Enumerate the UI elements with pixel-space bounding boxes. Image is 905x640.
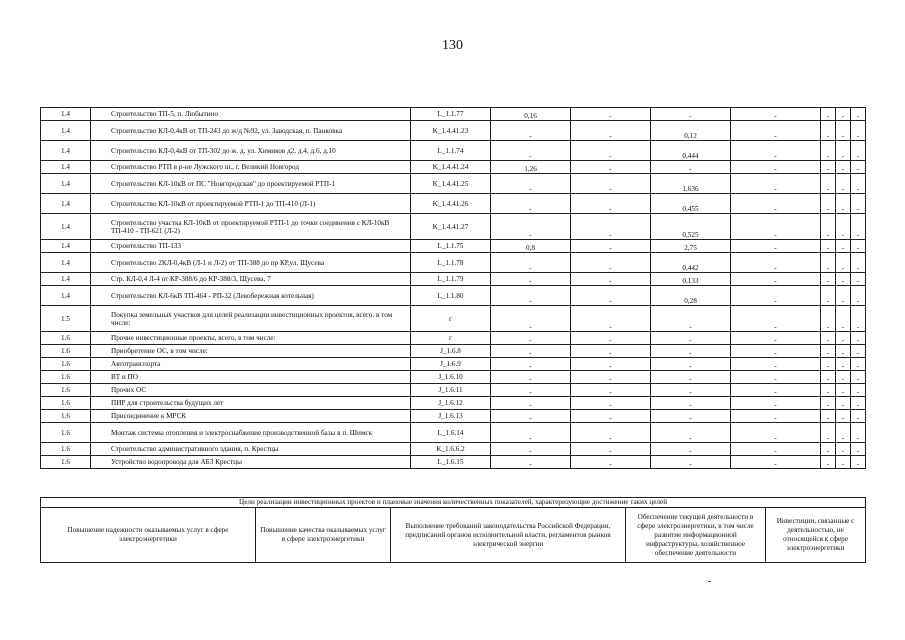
value-cell: -	[836, 384, 851, 397]
value-cell: -	[571, 121, 651, 141]
value-cell: -	[651, 423, 731, 443]
goals-header: Цели реализации инвестиционных проектов и плановые значения количественных показателей, характеризующие достижение таких целей	[41, 498, 866, 508]
project-code: L_1.6.14	[411, 423, 491, 443]
value-cell: -	[651, 108, 731, 121]
value-cell: -	[821, 108, 836, 121]
value-cell: -	[851, 332, 866, 345]
table-row	[41, 423, 866, 443]
project-name: Строительство ТП-133	[91, 240, 411, 253]
value-cell: -	[571, 397, 651, 410]
value-cell: -	[821, 443, 836, 456]
value-cell: -	[731, 443, 821, 456]
project-code: K_1.4.41.26	[411, 194, 491, 214]
table-row	[41, 174, 866, 194]
value-cell: -	[851, 214, 866, 240]
value-cell: -	[836, 108, 851, 121]
value-cell: -	[651, 410, 731, 423]
value-cell: -	[571, 194, 651, 214]
value-cell: -	[731, 410, 821, 423]
value-cell: -	[836, 306, 851, 332]
value-cell: 0,442	[651, 253, 731, 273]
row-number: 1.6	[41, 345, 91, 358]
value-cell: -	[821, 306, 836, 332]
project-name: Строительство КЛ-10кВ от проектируемой РТП-1 до ТП-410 (Л-1)	[91, 194, 411, 214]
project-code: J_1.6.8	[411, 345, 491, 358]
value-cell: -	[491, 253, 571, 273]
value-cell: -	[821, 161, 836, 174]
table-row	[41, 332, 866, 345]
project-code: J_1.6.10	[411, 371, 491, 384]
value-cell: -	[851, 194, 866, 214]
table-row	[41, 141, 866, 161]
goal-current-activity: Обеспечение текущей деятельности в сфере электроэнергетики, в том числе развитие информационной инфраструктуры, хозяйственное обеспечение деятельности	[626, 508, 766, 563]
value-cell: -	[821, 358, 836, 371]
value-cell: -	[491, 443, 571, 456]
value-cell: -	[851, 273, 866, 286]
row-number: 1.4	[41, 121, 91, 141]
value-cell: 0,444	[651, 141, 731, 161]
value-cell: -	[571, 161, 651, 174]
value-cell: -	[821, 384, 836, 397]
row-number: 1.6	[41, 397, 91, 410]
value-cell: -	[851, 397, 866, 410]
table-row	[41, 240, 866, 253]
value-cell: 0,28	[651, 286, 731, 306]
value-cell: -	[836, 397, 851, 410]
value-cell: -	[821, 253, 836, 273]
row-number: 1.6	[41, 423, 91, 443]
value-cell: -	[491, 358, 571, 371]
value-cell: -	[491, 214, 571, 240]
value-cell: 2,75	[651, 240, 731, 253]
row-number: 1.4	[41, 253, 91, 273]
value-cell: -	[836, 345, 851, 358]
table-row	[41, 345, 866, 358]
value-cell: -	[491, 384, 571, 397]
project-name: Строительство ТП-5, п. Любытино	[91, 108, 411, 121]
value-cell: -	[851, 456, 866, 469]
project-name: ВТ и ПО	[91, 371, 411, 384]
value-cell: -	[731, 108, 821, 121]
value-cell: -	[731, 371, 821, 384]
row-number: 1.6	[41, 358, 91, 371]
row-number: 1.4	[41, 174, 91, 194]
value-cell: -	[731, 174, 821, 194]
value-cell: -	[571, 410, 651, 423]
value-cell: -	[851, 161, 866, 174]
goal-quality: Повышение качества оказываемых услуг в сфере электроэнергетики	[256, 508, 391, 563]
value-cell: -	[851, 253, 866, 273]
project-name: Строительство КЛ-0,4кВ от ТП-243 до ж/д №92, ул. Заводская, п. Панковка	[91, 121, 411, 141]
value-cell: -	[851, 358, 866, 371]
value-cell: -	[491, 121, 571, 141]
value-cell: -	[821, 174, 836, 194]
table-row	[41, 397, 866, 410]
value-cell: -	[731, 121, 821, 141]
value-cell: -	[571, 371, 651, 384]
value-cell: 0,8	[491, 240, 571, 253]
project-code: K_1.4.41.23	[411, 121, 491, 141]
value-cell: -	[651, 443, 731, 456]
value-cell: -	[731, 141, 821, 161]
value-cell: -	[651, 397, 731, 410]
value-cell: -	[491, 371, 571, 384]
value-cell: -	[836, 371, 851, 384]
table-row	[41, 358, 866, 371]
value-cell: -	[571, 306, 651, 332]
value-cell: -	[491, 410, 571, 423]
row-number: 1.4	[41, 194, 91, 214]
value-cell: -	[651, 161, 731, 174]
value-cell: -	[851, 121, 866, 141]
value-cell: 0,455	[651, 194, 731, 214]
value-cell: -	[851, 141, 866, 161]
value-cell: -	[821, 397, 836, 410]
value-cell: -	[821, 410, 836, 423]
value-cell: -	[731, 423, 821, 443]
scan-speck	[708, 581, 711, 582]
value-cell: -	[731, 161, 821, 174]
value-cell: -	[836, 358, 851, 371]
value-cell: -	[491, 423, 571, 443]
project-name: Покупка земельных участков для целей реализации инвестиционных проектов, всего, в том числе:	[91, 306, 411, 332]
value-cell: -	[836, 443, 851, 456]
value-cell: -	[731, 456, 821, 469]
project-name: Строительство КЛ-10кВ от ПС "Новгородская" до проектируемой РТП-1	[91, 174, 411, 194]
value-cell: -	[491, 194, 571, 214]
row-number: 1.6	[41, 384, 91, 397]
row-number: 1.6	[41, 456, 91, 469]
value-cell: -	[731, 306, 821, 332]
value-cell: -	[571, 332, 651, 345]
value-cell: -	[851, 371, 866, 384]
value-cell: -	[836, 214, 851, 240]
table-row	[41, 456, 866, 469]
value-cell: -	[731, 194, 821, 214]
table-row	[41, 121, 866, 141]
value-cell: -	[821, 240, 836, 253]
goals-table	[40, 497, 866, 563]
value-cell: -	[821, 214, 836, 240]
value-cell: -	[731, 332, 821, 345]
value-cell: -	[571, 443, 651, 456]
value-cell: 0,525	[651, 214, 731, 240]
table-row	[41, 306, 866, 332]
table-row	[41, 214, 866, 240]
value-cell: -	[491, 397, 571, 410]
project-name: Прочие инвестиционные проекты, всего, в том числе:	[91, 332, 411, 345]
project-code: L_1.1.74	[411, 141, 491, 161]
value-cell: -	[821, 286, 836, 306]
value-cell: 0,12	[651, 121, 731, 141]
value-cell: -	[491, 286, 571, 306]
value-cell: -	[571, 456, 651, 469]
value-cell: -	[851, 108, 866, 121]
value-cell: -	[836, 194, 851, 214]
value-cell: -	[491, 174, 571, 194]
value-cell: -	[821, 345, 836, 358]
value-cell: -	[731, 286, 821, 306]
row-number: 1.4	[41, 214, 91, 240]
project-name: Строительство РТП в р-не Лужского ш., г. Великий Новгород	[91, 161, 411, 174]
project-code: J_1.6.11	[411, 384, 491, 397]
project-code: J_1.6.13	[411, 410, 491, 423]
project-code: L_1.1.77	[411, 108, 491, 121]
value-cell: -	[731, 214, 821, 240]
value-cell: -	[491, 456, 571, 469]
project-name: Прочих ОС	[91, 384, 411, 397]
value-cell: -	[821, 141, 836, 161]
value-cell: -	[836, 456, 851, 469]
table-row	[41, 384, 866, 397]
project-name: Строительство 2КЛ-0,4кВ (Л-1 и Л-2) от ТП-388 до пр КР,ул. Щусева	[91, 253, 411, 273]
value-cell: -	[836, 174, 851, 194]
value-cell: -	[571, 253, 651, 273]
row-number: 1.4	[41, 161, 91, 174]
table-row	[41, 410, 866, 423]
row-number: 1.6	[41, 332, 91, 345]
project-name: Стр. КЛ-0,4 Л-4 от КР-388/6 до КР-388/3, Щусева, 7	[91, 273, 411, 286]
value-cell: -	[571, 240, 651, 253]
value-cell: -	[731, 253, 821, 273]
project-code: K_1.4.41.24	[411, 161, 491, 174]
value-cell: -	[491, 345, 571, 358]
project-name: Автотранспорта	[91, 358, 411, 371]
value-cell: -	[851, 306, 866, 332]
project-name: Приобретение ОС, в том числе:	[91, 345, 411, 358]
row-number: 1.5	[41, 306, 91, 332]
value-cell: -	[571, 108, 651, 121]
value-cell: -	[491, 306, 571, 332]
value-cell: -	[491, 332, 571, 345]
value-cell: -	[491, 273, 571, 286]
value-cell: -	[851, 410, 866, 423]
project-name: Устройство водопровода для АБЗ Крестцы	[91, 456, 411, 469]
value-cell: -	[731, 384, 821, 397]
project-name: Монтаж системы отопления и электроснабжение производственной базы в п. Шимск	[91, 423, 411, 443]
row-number: 1.4	[41, 240, 91, 253]
project-name: Строительство административного здания, п. Крестцы	[91, 443, 411, 456]
value-cell: -	[571, 174, 651, 194]
value-cell: -	[851, 174, 866, 194]
project-code: L_1.1.78	[411, 253, 491, 273]
value-cell: -	[651, 306, 731, 332]
row-number: 1.6	[41, 371, 91, 384]
row-number: 1.6	[41, 443, 91, 456]
table-row	[41, 161, 866, 174]
project-name: ПИР для строительства будущих лет	[91, 397, 411, 410]
value-cell: -	[836, 253, 851, 273]
table-row	[41, 108, 866, 121]
project-code: J_1.6.9	[411, 358, 491, 371]
value-cell: 1,26	[491, 161, 571, 174]
table-row	[41, 286, 866, 306]
value-cell: -	[821, 456, 836, 469]
goal-legislation: Выполнение требований законодательства Российской Федерации, предписаний органов исполнительной власти, регламентов рынков электрической энергии	[391, 508, 626, 563]
row-number: 1.4	[41, 141, 91, 161]
value-cell: 0,133	[651, 273, 731, 286]
goal-reliability: Повышение надежности оказываемых услуг в сфере электроэнергетики	[41, 508, 256, 563]
investment-projects-table	[40, 107, 866, 469]
project-code: K_1.4.41.25	[411, 174, 491, 194]
project-name: Строительство КЛ-0,4кВ от ТП-302 до ж. д. ул. Химиков д2, д.4, д.6, д.10	[91, 141, 411, 161]
project-code: L_1.1.80	[411, 286, 491, 306]
value-cell: -	[651, 384, 731, 397]
value-cell: -	[571, 214, 651, 240]
value-cell: -	[651, 358, 731, 371]
project-code: L_1.1.75	[411, 240, 491, 253]
value-cell: -	[821, 194, 836, 214]
value-cell: -	[731, 240, 821, 253]
value-cell: 0,16	[491, 108, 571, 121]
project-code: J_1.6.12	[411, 397, 491, 410]
row-number: 1.6	[41, 410, 91, 423]
table-row	[41, 273, 866, 286]
project-code: L_1.6.15	[411, 456, 491, 469]
value-cell: -	[821, 371, 836, 384]
project-code: K_1.4.41.27	[411, 214, 491, 240]
value-cell: -	[651, 332, 731, 345]
value-cell: -	[836, 141, 851, 161]
value-cell: 1,636	[651, 174, 731, 194]
page-number: 130	[442, 38, 463, 53]
value-cell: -	[731, 345, 821, 358]
value-cell: -	[851, 345, 866, 358]
value-cell: -	[836, 273, 851, 286]
value-cell: -	[836, 423, 851, 443]
table-row	[41, 443, 866, 456]
value-cell: -	[571, 286, 651, 306]
value-cell: -	[851, 286, 866, 306]
value-cell: -	[821, 423, 836, 443]
value-cell: -	[571, 345, 651, 358]
value-cell: -	[836, 286, 851, 306]
project-name: Присоединение к МРСК	[91, 410, 411, 423]
project-name: Строительство участка КЛ-10кВ от проектируемой РТП-1 до точки соединения с КЛ-10кВ ТП-410 - ТП-621 (Л-2)	[91, 214, 411, 240]
value-cell: -	[851, 423, 866, 443]
value-cell: -	[651, 456, 731, 469]
table-row	[41, 371, 866, 384]
value-cell: -	[821, 273, 836, 286]
value-cell: -	[821, 332, 836, 345]
value-cell: -	[651, 345, 731, 358]
value-cell: -	[731, 358, 821, 371]
project-code: K_1.6.6.2	[411, 443, 491, 456]
row-number: 1.4	[41, 286, 91, 306]
row-number: 1.4	[41, 273, 91, 286]
value-cell: -	[731, 273, 821, 286]
value-cell: -	[836, 410, 851, 423]
value-cell: -	[836, 332, 851, 345]
row-number: 1.4	[41, 108, 91, 121]
project-code: г	[411, 332, 491, 345]
value-cell: -	[571, 273, 651, 286]
value-cell: -	[651, 371, 731, 384]
table-row	[41, 194, 866, 214]
value-cell: -	[491, 141, 571, 161]
value-cell: -	[731, 397, 821, 410]
project-code: г	[411, 306, 491, 332]
value-cell: -	[836, 161, 851, 174]
value-cell: -	[571, 358, 651, 371]
value-cell: -	[851, 384, 866, 397]
project-name: Строительство КЛ-6кВ ТП-464 - РП-32 (Левобережная котельная)	[91, 286, 411, 306]
value-cell: -	[571, 141, 651, 161]
value-cell: -	[851, 443, 866, 456]
goal-non-energy-investments: Инвестиции, связанные с деятельностью, не относящейся к сфере электроэнергетики	[766, 508, 866, 563]
value-cell: -	[836, 240, 851, 253]
table-row	[41, 253, 866, 273]
value-cell: -	[571, 384, 651, 397]
value-cell: -	[571, 423, 651, 443]
value-cell: -	[851, 240, 866, 253]
value-cell: -	[836, 121, 851, 141]
value-cell: -	[821, 121, 836, 141]
project-code: L_1.1.79	[411, 273, 491, 286]
